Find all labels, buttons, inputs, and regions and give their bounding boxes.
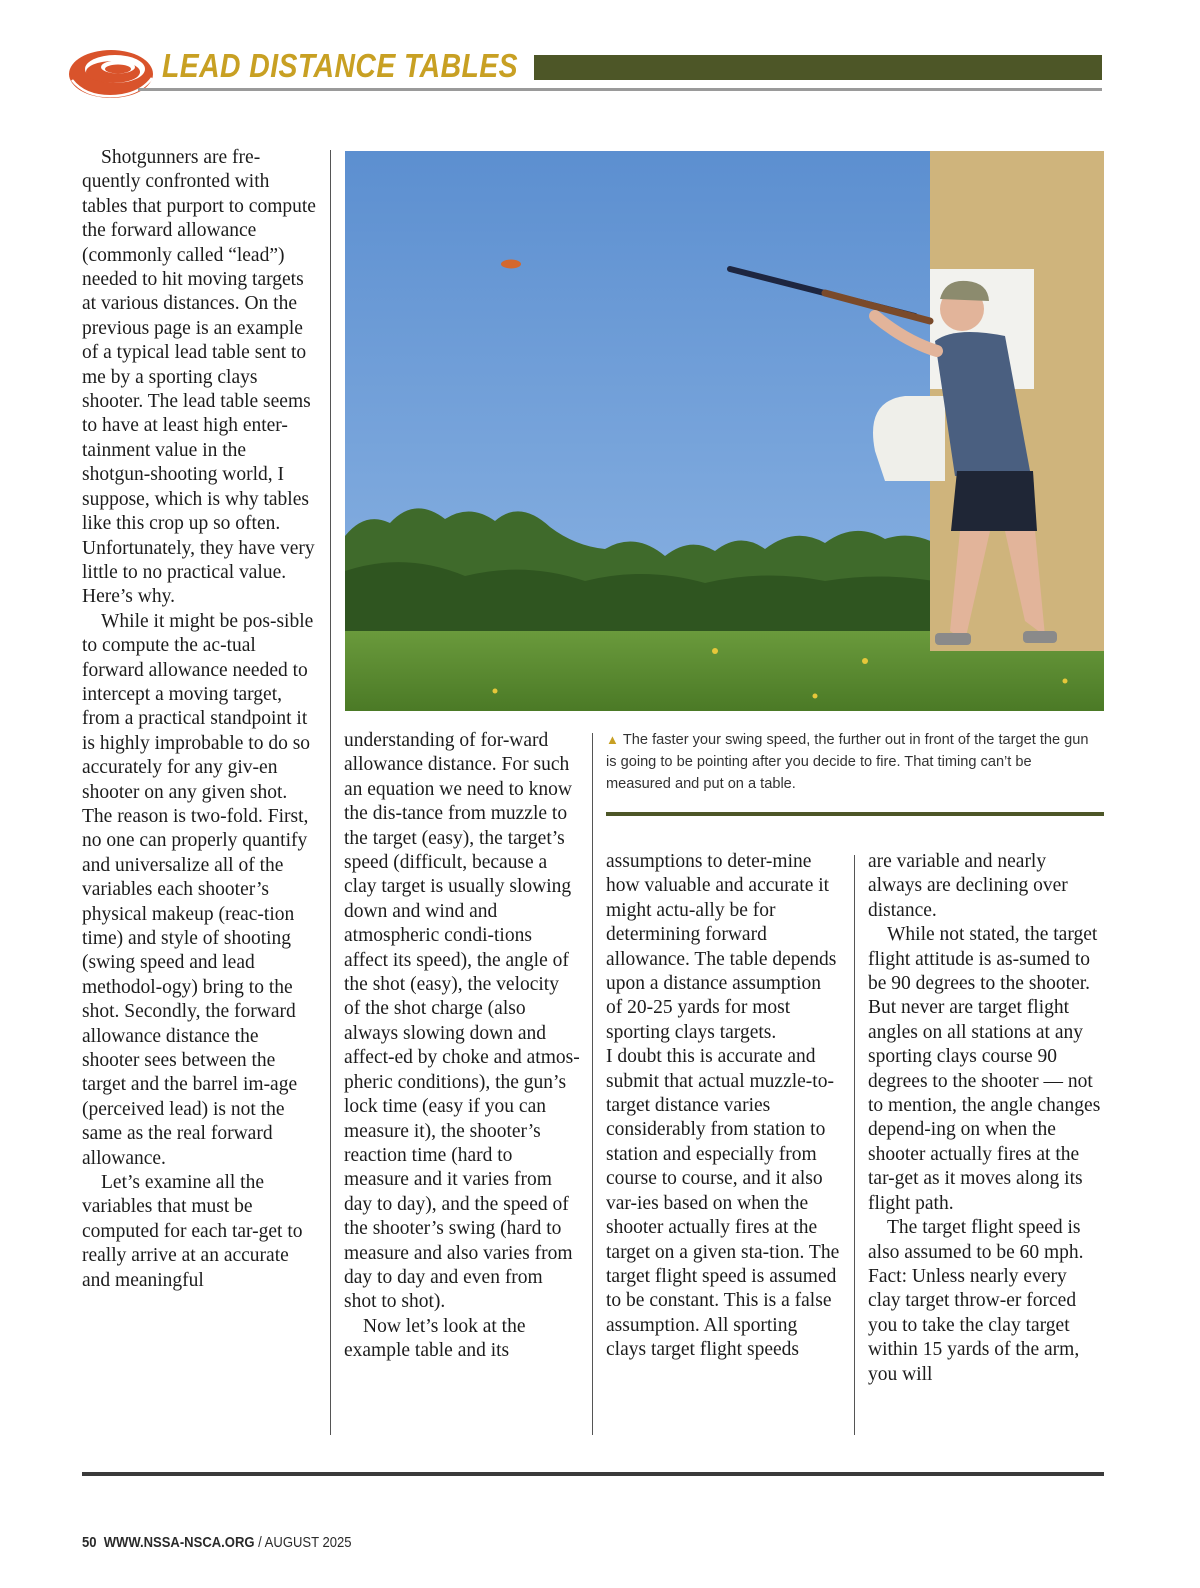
paragraph: While not stated, the target flight attitude is as-sumed to be 90 degrees to the shooter. But never are target flight angles on all stations at any sporting clays course 90 degrees to the shooter — not to mention, the angle changes depend-ing on when the shooter actually fires at the tar-get as it moves along its flight path. (868, 924, 1101, 1214)
article-column-1 (82, 146, 318, 1293)
shooter-photo (345, 151, 1104, 711)
paragraph: are variable and nearly always are declining over distance. (868, 851, 1068, 921)
paragraph: understanding of for-ward allowance distance. For such an equation we need to know the dis-tance from muzzle to the target (easy), the target’s speed (difficult, because a clay target is usually slowing down and wind and atmospheric condi-tions affect its speed), the angle of the shot (easy), the velocity of the shot charge (also always slowing down and affect-ed by choke and atmos-pheric conditions), the gun’s lock time (easy if you can measure it), the shooter’s reaction time (hard to measure and it varies from day to day), and the speed of the shooter’s swing (hard to measure and also varies from day to day and even from shot to shot). (344, 730, 580, 1313)
article-column-3 (606, 850, 842, 1363)
caption-rule (606, 812, 1104, 816)
paragraph: Now let’s look at the example table and its (344, 1315, 526, 1362)
site-url[interactable]: WWW.NSSA-NSCA.ORG (103, 1535, 255, 1551)
section-title: LEAD DISTANCE TABLES (162, 47, 518, 84)
column-rule (854, 855, 855, 1435)
issue-date: AUGUST 2025 (264, 1535, 352, 1551)
column-rule (330, 150, 331, 1435)
clay-target-logo-icon (66, 40, 156, 102)
page-number: 50 (82, 1535, 97, 1551)
triangle-up-icon: ▲ (606, 732, 619, 747)
paragraph: Shotgunners are fre-quently confronted with tables that purport to compute the forward allowance (commonly called “lead”) needed to hit moving targets at various distances. On the previous page is an example of a typical lead table sent to me by a sporting clays shooter. The lead table seems to have at least high enter-tainment value in the shotgun-shooting world, I suppose, which is why tables like this crop up so often. Unfortunately, they have very little to no practical value. Here’s why. (82, 147, 316, 608)
page-footer (82, 1533, 351, 1553)
paragraph: Let’s examine all the variables that must be computed for each tar-get to really arrive at an accurate and meaningful (82, 1172, 303, 1291)
footer-separator: / (254, 1535, 265, 1551)
paragraph: I doubt this is accurate and submit that actual muzzle-to-target distance varies considerably from station to station and especially from course to course, and it also var-ies based on when the shooter actually fires at the target on a given sta-tion. The target flight speed is assumed to be constant. This is a false assumption. All sporting clays target flight speeds (606, 1046, 840, 1361)
header-rule (138, 88, 1102, 91)
paragraph: While it might be pos-sible to compute the ac-tual forward allowance needed to intercept a moving target, from a practical standpoint it is highly improbable to do so accurately for any giv-en shooter on any given shot. The reason is two-fold. First, no one can properly quantify and universalize all of the variables each shooter’s physical makeup (reac-tion time) and style of shooting (swing speed and lead methodol-ogy) bring to the shot. Secondly, the forward allowance distance the shooter sees between the target and the barrel im-age (perceived lead) is not the same as the real forward allowance. (82, 610, 314, 1169)
photo-caption (606, 729, 1100, 795)
clay-target (501, 260, 521, 269)
caption-text: The faster your swing speed, the further out in front of the target the gun is going to be pointing after you decide to fire. That timing can’t be measured and put on a table. (606, 732, 1089, 792)
footer-rule (82, 1472, 1104, 1476)
paragraph: The target flight speed is also assumed to be 60 mph. Fact: Unless nearly every clay target throw-er forced you to take the clay target within 15 yards of the arm, you will (868, 1217, 1084, 1385)
article-column-2 (344, 729, 580, 1364)
paragraph: assumptions to deter-mine how valuable and accurate it might actu-ally be for determining forward allowance. The table depends upon a distance assumption of 20-25 yards for most sporting clays targets. (606, 851, 837, 1043)
article-column-4 (868, 850, 1104, 1387)
header-bar (534, 55, 1102, 80)
column-rule (592, 733, 593, 1435)
